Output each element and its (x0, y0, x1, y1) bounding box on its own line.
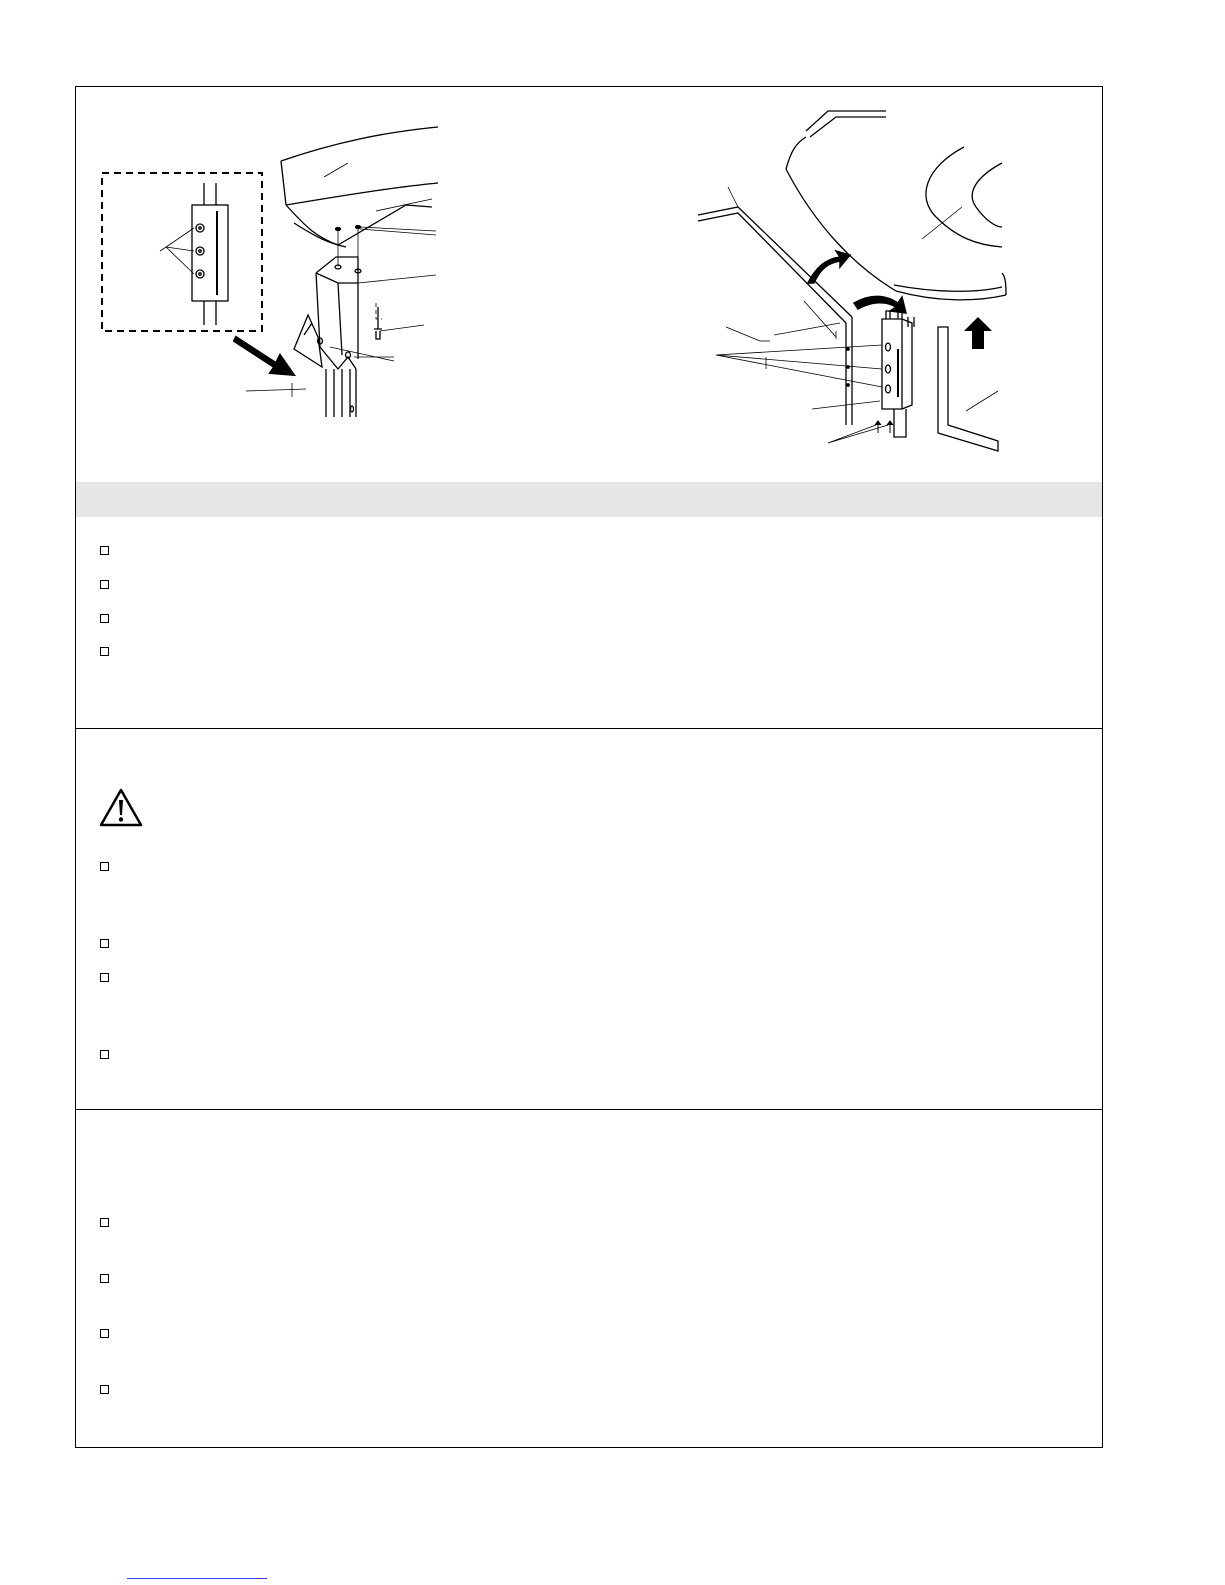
detail-bracket (160, 183, 228, 325)
section-divider-2 (76, 1109, 1102, 1110)
checkbox-final-3[interactable] (100, 1329, 109, 1338)
step-header-bar (76, 482, 1102, 517)
document-frame (75, 86, 1103, 1448)
panel-leg-l-shape (938, 327, 998, 451)
tub-lip (281, 127, 438, 247)
checkbox-step-1[interactable] (100, 546, 109, 555)
warning-triangle-icon (98, 787, 144, 829)
detail-callout-box (102, 173, 262, 331)
checkbox-warning-3[interactable] (100, 973, 109, 982)
apron-panel (698, 187, 852, 425)
swing-arrow-icon (854, 296, 906, 313)
checkbox-warning-4[interactable] (100, 1050, 109, 1059)
checkbox-final-2[interactable] (100, 1274, 109, 1283)
checkbox-step-3[interactable] (100, 614, 109, 623)
figure-area (76, 87, 1102, 482)
panel-attachment-illustration (676, 87, 1096, 482)
checkbox-step-2[interactable] (100, 580, 109, 589)
detail-arrow-icon (234, 337, 294, 375)
checkbox-final-1[interactable] (100, 1218, 109, 1227)
checkbox-final-4[interactable] (100, 1385, 109, 1394)
section-divider-1 (76, 728, 1102, 729)
bracket-installation-illustration (76, 87, 596, 482)
leveling-leg (716, 311, 914, 443)
screws-icon (875, 421, 893, 433)
footer-link-underline[interactable] (127, 1578, 267, 1579)
mounting-bracket (246, 226, 436, 418)
rotate-arrow-icon (808, 251, 850, 283)
up-arrow-icon (964, 317, 992, 349)
checkbox-step-4[interactable] (100, 647, 109, 656)
checkbox-warning-2[interactable] (100, 939, 109, 948)
checkbox-warning-1[interactable] (100, 862, 109, 871)
